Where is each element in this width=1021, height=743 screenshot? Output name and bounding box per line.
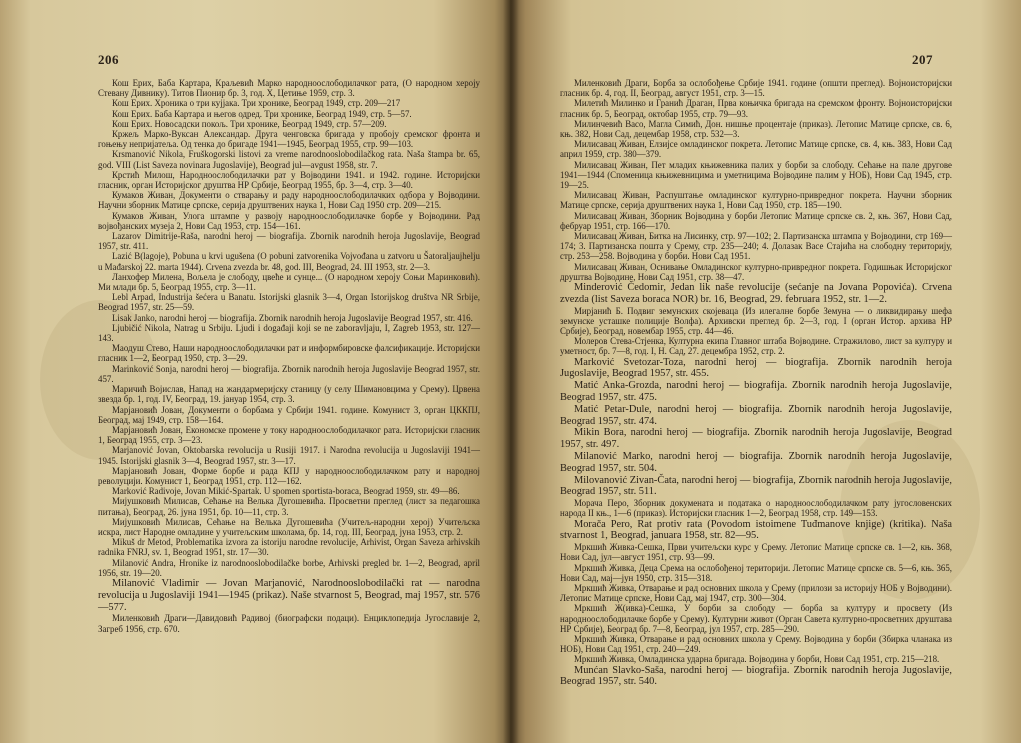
bibliography-entry: Милисавац Живан, Елзијсе омладинског покрета. Летопис Матице српске, св. 4, књ. 383, Нови Сад април 1959, стр. 380—379.: [560, 139, 952, 160]
bibliography-entry: Lisak Janko, narodni heroj — biografija. Zbornik narodnih heroja Jugoslavije Beograd 1957, str. 416.: [112, 312, 473, 323]
bibliography-entry: Marković Radivoje, Jovan Mikić-Spartak. U spomen sportista-boraca, Beograd 1959, str. 49—86.: [112, 486, 460, 497]
bibliography-entry: Маодуш Стево, Наши народноослободилачки рат и информбировске фалсификације. Историјски гласник 1—2, Београд 1950, стр. 3—29.: [98, 343, 480, 364]
bibliography-entry: Мркшић Живка, Омладинска ударна бригада. Војводина у борби, Нови Сад 1951, стр. 215—218.: [574, 654, 940, 665]
bibliography-entry: Lazarov Dimitrije-Raša, narodni heroj — biografija. Zbornik narodnih heroja Jugoslavije, Beograd 1957, str. 411.: [98, 231, 480, 252]
bibliography-entry: Милисавац Живан, Оснивање Омладинског културно-привредног покрета. Годишњак Историјског друштва Војводине, Нови Сад 1951, стр. 38—47.: [560, 261, 952, 282]
bibliography-entry: Мркшић Живка, Деца Срема на ослобођеној територији. Летопис Матице српске св. 5—6, књ. 365, Нови Сад, мај—јун 1950, стр. 315—318.: [560, 562, 952, 583]
page-number: 206: [98, 52, 119, 67]
bibliography-entry: Ланхофер Милена, Вољела је слободу, цвеће и сунце... (О народном хероју Соњи Маринковић). Ми млади бр. 5, Београд 1955, стр. 3—11.: [98, 271, 480, 293]
bibliography-entry: Milanović Marko, narodni heroj — biografija. Zbornik narodnih heroja Jugoslavije, Beograd 1957, str. 504.: [560, 451, 952, 474]
bibliography-entry: Milovanović Zivan-Čata, narodni heroj — biografija, Zbornik narodnih heroja Jugoslavije, Beograd 1957, str. 511.: [560, 474, 953, 498]
bibliography-entry: Mikin Bora, narodni heroj — biografija. Zbornik narodnih heroja Jugoslavije, Beograd 1957, str. 497.: [560, 427, 952, 451]
bibliography-entry: Милинчевић Васо, Магла Симић, Дон. нишње процентаје (приказ). Летопис Матице српске, св. 6, књ. 382, Нови Сад, децембар 1958, стр. 532—3.: [560, 118, 952, 140]
bibliography-entry: Lazić B(lagoje), Pobuna u krvi ugušena (O pobuni zatvorenika Vojvođana u zatvoru u Šatoraljaujhelju u Mađarskoj 22. marta 1944). Crvena zvezda br. 48, god. III, Beograd, 24. III 1953, str. 2—3.: [98, 251, 480, 272]
bibliography-entry: Мирјанић Б. Подвиг земунских скојеваца (Из илегалне борбе Земуна — о ликвидирању шефа земунске усташке полиције Волфа). Архивски преглед бр. 2—3, год. I (орган Истор. архива НР Србије), Београд, новембар 1955, стр. 44—46.: [560, 305, 952, 337]
bibliography-entry: Krsmanović Nikola, Fruškogorski listovi za vreme narodnooslobodilačkog rata. Naša štampa br. 65, god. VIII (List Saveza novinara Jugoslavije), Beograd jul—avgust 1958, str. 7.: [98, 149, 480, 170]
bibliography-entry: Marinković Sonja, narodni heroj — biografija. Zbornik narodnih heroja Jugoslavije Beograd 1957, str. 457.: [98, 363, 480, 384]
bibliography-entry: Молеров Стева-Стјенка, Културна екипа Главног штаба Војводине. Стражилово, лист за културу и уметност, бр. 7—8, год. I, Н. Сад, 27. децембра 1952, стр. 2.: [560, 336, 952, 357]
bibliography-entry: Мијушковић Милисав, Сећање на Велька Дугошевића. Просветни преглед (лист за педагошка питања), Београд, 26. јуна 1951, бр. 10—11, стр. 3.: [98, 496, 480, 517]
bibliography-entry: Marjanović Jovan, Oktobarska revolucija u Rusiji 1917. i Narodna revolucija u Jugoslaviji 1941—1945. Istorijski glasnik 3—4, Beograd 1957, str. 3—17.: [98, 445, 480, 466]
bibliography-entry: Мркшић Живка-Сешка, Први учитељски курс у Срему. Летопис Матице српске св. 1—2, књ. 368, Нови Сад, јул—август 1951, стр. 93—99.: [560, 542, 952, 563]
bibliography-entry: Крстић Милош, Народноослободилачки рат у Војводини 1941. и 1942. године. Историјски гласник, орган Историјског друштва НР Србије, Београд 1955, бр. 3—4, стр. 3—40.: [98, 169, 480, 191]
bibliography-entry: Миленковић Драги, Борба за ослобођење Србије 1941. године (општи преглед). Војноисторијски гласник бр. 4, год. II, Београд, август 1951, стр. 3—15.: [560, 78, 952, 99]
bibliography-entry: Мркшић Живка, Отварање и рад основних школа у Срему. Војводина у борби (Збирка чланака из НОБ), Нови Сад 1951, стр. 240—249.: [560, 634, 952, 655]
bibliography-entry: Marković Svetozar-Toza, narodni heroj — biografija. Zbornik narodnih heroja Jugoslavije, Beograd 1957, str. 455.: [560, 356, 952, 380]
bibliography-entry: Миленковић Драги—Давидовић Радивој (биографски подаци). Енциклопедија Југославије 2, Загреб 1956, стр. 670.: [98, 613, 480, 634]
right-page: [510, 0, 1021, 743]
bibliography-entry: Мијушковић Милисав, Сећање на Велька Дугошевића (Учитељ-народни херој) Учитељска искра, лист Народне омладине у учитељским школама, бр. 14, год. III, Београд, јуна 1953, стр. 2.: [98, 516, 480, 537]
bibliography-entry: Mikuš dr Metod, Problematika izvora za istoriju narodne revolucije, Arhivist, Organ Saveza arhivskih radnika FNRJ, sv. 1, Beograd 1951, str. 17—30.: [98, 537, 480, 558]
bibliography-entry: Морача Перо, Зборник докумената и података о народноослободилачком рату југословенских народа II књ., 1—6 (приказ). Историјски гласник 1—2, Београд 1958, стр. 149—153.: [560, 498, 952, 519]
bibliography-entry: Милисавац Живан, Распуштање омладинског културно-привредног покрета. Научни зборник Матице српске, серија друштвених наука 1, Нови Сад 1950, стр. 185—190.: [560, 190, 952, 211]
bibliography-column: [560, 78, 952, 688]
bibliography-entry: Марјановић Јован, Документи о борбама у Србији 1941. године. Комунист 3, орган ЦККПЈ, Београд, мај 1949, стр. 158—164.: [98, 404, 480, 425]
bibliography-entry: Minderović Čedomir, Jedan lik naše revolucije (sećanje na Jovana Popovića). Crvena zvezda (list Saveza boraca NOR) br. 16, Beograd, 29. februara 1952, str. 1—2.: [560, 282, 952, 305]
bibliography-entry: Milanović Andra, Hronike iz narodnooslobodilačke borbe, Arhivski pregled br. 1—2, Beograd, april 1956, str. 19—20.: [98, 557, 480, 578]
bibliography-entry: Кржељ Марко-Вуксан Александар. Друга ченговска бригада у пробоју сремског фронта и гоњењу непријатеља. Од тенка до бригаде 1941—1945, Београд 1955, стр. 99—103.: [98, 129, 480, 150]
bibliography-entry: Марјановић Јован, Економске промене у току народноослободилачког рата. Историјски гласник 1, Београд 1955, стр. 3—23.: [98, 424, 480, 446]
page-number: 207: [912, 52, 933, 67]
bibliography-entry: Кош Ерих. Хроника о три кујјака. Три хронике, Београд 1949, стр. 209—217: [112, 98, 401, 109]
bibliography-entry: Милисавац Живан, Пет младих књижевника палих у борби за слободу. Сећање на пале другове 1941—1944 (Споменица књижевницима и уметницима Војводине палим у НОБ), Нови Сад 1945, стр. 19—25.: [560, 159, 952, 191]
bibliography-entry: Маричић Војислав, Напад на жандармеријску станицу (у селу Шимановцима у Срему). Црвена звезда бр. 1, год. IV, Београд, 19. јануар 1954, стр. 3.: [98, 384, 480, 405]
bibliography-entry: Милисавац Живан, Зборник Војводина у борби Летопис Матице српске св. 2, књ. 367, Нови Сад, фебруар 1951, стр. 166—170.: [560, 210, 952, 231]
bibliography-entry: Munćan Slavko-Saša, narodni heroj — biografija. Zbornik narodnih heroja Jugoslavije, Beograd 1957, str. 540.: [560, 664, 952, 688]
bibliography-entry: Кош Ерих. Баба Картара и његов одред. Три хронике, Београд 1949, стр. 5—57.: [112, 108, 412, 119]
bibliography-entry: Милетић Милинко и Гранић Драган, Прва коњичка бригада на сремском фронту. Војноисторијски гласник бр. 5, Београд, октобар 1955, стр. 79—93.: [560, 98, 952, 119]
bibliography-entry: Милисавац Живан, Битка на Лисинку, стр. 97—102; 2. Партизанска штампа у Војводини, стр 169—174; 3. Партизанска пошта у Срему, стр. 235—240; 4. Долазак Васе Стајића на слободну територију, стр. 253—258. Војводина у борби. Нови Сад 1951.: [560, 231, 952, 262]
bibliography-entry: Matić Petar-Dule, narodni heroj — biografija. Zbornik narodnih heroja Jugoslavije, Beograd 1957, str. 474.: [560, 403, 952, 427]
bibliography-entry: Кумаков Живан, Улога штампе у развоју народноослободилачке борбе у Војводини. Рад војвођанских музеја 2, Нови Сад 1953, стр. 154—161.: [98, 210, 480, 231]
bibliography-entry: Кумаков Живан, Документи о стварању и раду народноослободилачких одбора у Војводини. Научни зборник Матице српске, серија друштвених наука 1, Нови Сад 1950 стр. 209—215.: [98, 190, 480, 211]
book-spine-gutter: [503, 0, 519, 743]
bibliography-entry: Марјановић Јован, Форме борбе и рада КПЈ у народноослободилачком рату и народној револуцији. Комунист 1, Београд 1951, стр. 112—162.: [98, 465, 480, 486]
bibliography-entry: Мркшић Живка, Отварање и рад основних школа у Срему (прилози за историју НОБ у Војводини). Летопис Матице српске, Нови Сад, мај 1947, стр. 300—304.: [560, 583, 952, 604]
bibliography-entry: Кош Ерих. Новосадски покољ. Три хронике, Београд 1949, стр. 57—209.: [112, 118, 387, 129]
left-page: [0, 0, 510, 743]
bibliography-entry: Мркшић Ж(ивка)-Сешка, У борби за слободу — борба за културу и просвету (Из народноослободилачке борбе у Срему). Културни живот (Орган Савета културно-просветних друштава НР Србије), Београд бр. 7—8, Београд, јул 1957, стр. 285—290.: [560, 603, 952, 634]
bibliography-column: [98, 78, 480, 634]
bibliography-entry: Matić Anka-Grozda, narodni heroj — biografija. Zbornik narodnih heroja Jugoslavije, Beograd 1957, str. 475.: [560, 380, 952, 404]
bibliography-entry: Кош Ерих, Баба Картара, Краљевић Марко народноослободилачког рата, (О народном херoју Стевану Дивнику). Титов Пионир бр. 3, год. X, Цетиње 1959, стр. 3.: [98, 78, 480, 99]
bibliography-entry: Lebl Arpad, Industrija šećera u Banatu. Istorijski glasnik 3—4, Organ Istorijskog društva NR Srbije, Beograd 1957, str. 25—59.: [98, 292, 480, 313]
bibliography-entry: Ljubičić Nikola, Natrag u Srbiju. Ljudi i događaji koji se ne zaboravljaju, I, Zagreb 1953, str. 127—143.: [98, 322, 480, 344]
bibliography-entry: Milanović Vladimir — Jovan Marjanović, Narodnooslobodilački rat — narodna revolucija u Jugoslaviji 1941—1945 (prikaz). Naše stvarnost 5, Beograd, maj 1957, str. 576—577.: [98, 577, 480, 613]
bibliography-entry: Morača Pero, Rat protiv rata (Povodom istoimene Tuđmanove knjige) (kritika). Naša stvarnost 1, Beograd, januara 1958, str. 82—95.: [560, 518, 952, 542]
